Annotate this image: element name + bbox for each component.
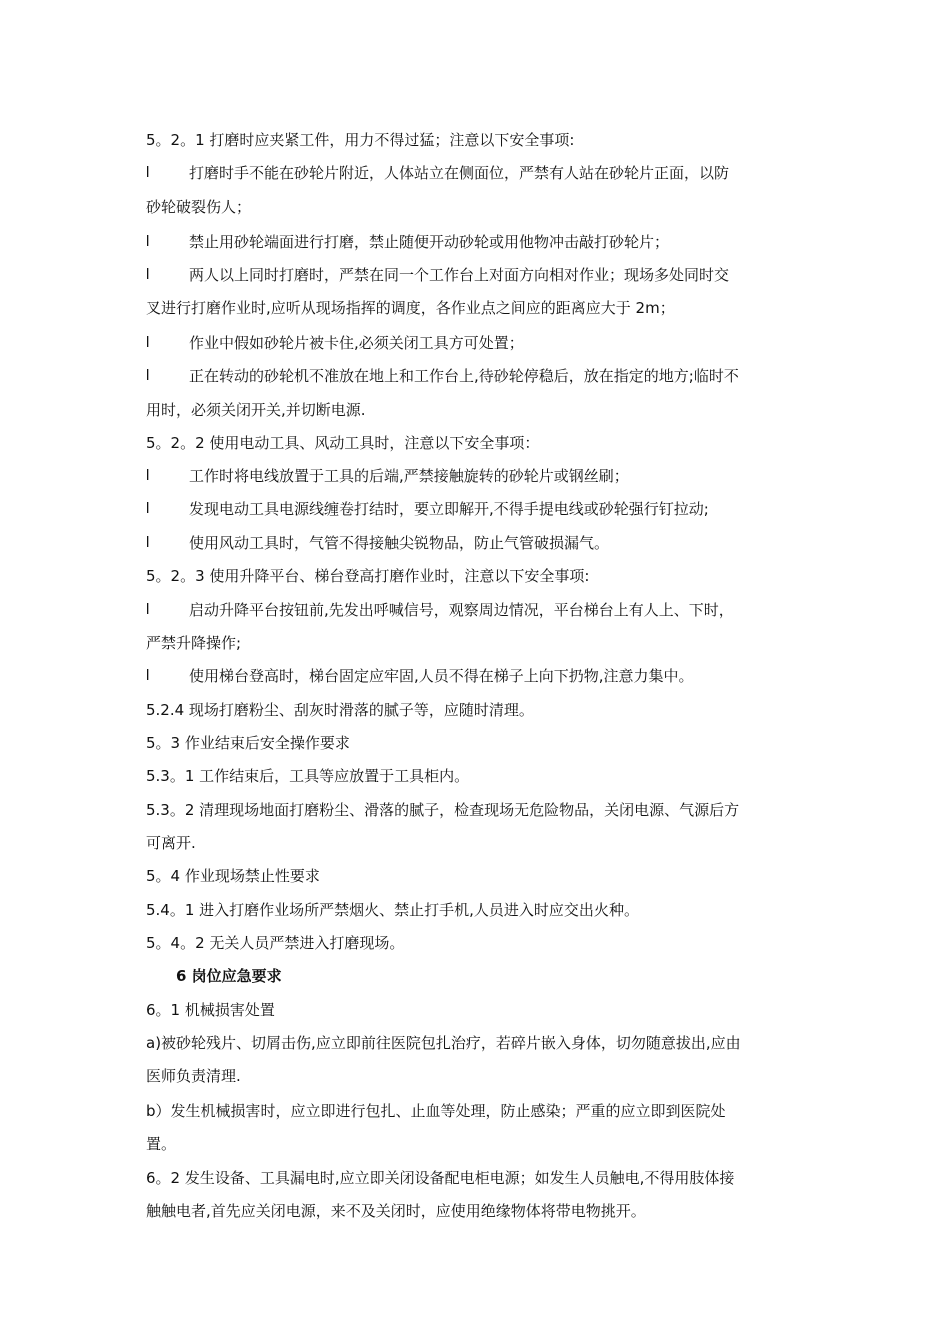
bullet-marker: l [146, 367, 150, 384]
paragraph-line: 5。2。1 打磨时应夹紧工件，用力不得过猛；注意以下安全事项: [146, 131, 575, 149]
paragraph-line: 5。3 作业结束后安全操作要求 [146, 734, 350, 752]
bullet-marker: l [146, 667, 150, 684]
paragraph-line: 5.2.4 现场打磨粉尘、刮灰时滑落的腻子等，应随时清理。 [146, 701, 534, 719]
bullet-text: 启动升降平台按钮前,先发出呼喊信号，观察周边情况，平台梯台上有人上、下时， [189, 601, 734, 619]
paragraph-line: 5.4。1 进入打磨作业场所严禁烟火、禁止打手机,人员进入时应交出火种。 [146, 901, 639, 919]
bullet-marker: l [146, 534, 150, 551]
paragraph-line: 触触电者,首先应关闭电源，来不及关闭时，应使用绝缘物体将带电物挑开。 [146, 1202, 646, 1220]
bullet-text: 发现电动工具电源线缠卷打结时，要立即解开,不得手提电线或砂轮强行钉拉动; [189, 500, 709, 518]
section-heading: 6 岗位应急要求 [176, 967, 282, 985]
paragraph-line: 5。2。3 使用升降平台、梯台登高打磨作业时，注意以下安全事项: [146, 567, 590, 585]
paragraph-line: 医师负责清理. [146, 1067, 241, 1085]
bullet-marker: l [146, 500, 150, 517]
bullet-marker: l [146, 266, 150, 283]
paragraph-line: 5.3。2 清理现场地面打磨粉尘、滑落的腻子，检查现场无危险物品，关闭电源、气源后方 [146, 801, 740, 819]
bullet-marker: l [146, 601, 150, 618]
paragraph-line: 用时，必须关闭开关,并切断电源. [146, 401, 366, 419]
bullet-text: 打磨时手不能在砂轮片附近，人体站立在侧面位，严禁有人站在砂轮片正面，以防 [189, 164, 730, 182]
paragraph-line: 5。4 作业现场禁止性要求 [146, 867, 320, 885]
paragraph-line: 砂轮破裂伤人； [146, 198, 252, 216]
bullet-text: 工作时将电线放置于工具的后端,严禁接触旋转的砂轮片或钢丝刷； [189, 467, 629, 485]
bullet-text: 作业中假如砂轮片被卡住,必须关闭工具方可处置； [189, 334, 524, 352]
paragraph-line: 严禁升降操作; [146, 634, 242, 652]
bullet-marker: l [146, 233, 150, 250]
bullet-marker: l [146, 334, 150, 351]
paragraph-line: 置。 [146, 1135, 177, 1153]
paragraph-line: 5.3。1 工作结束后，工具等应放置于工具柜内。 [146, 767, 470, 785]
bullet-marker: l [146, 164, 150, 181]
paragraph-line: 可离开. [146, 834, 196, 852]
paragraph-line: b）发生机械损害时，应立即进行包扎、止血等处理，防止感染；严重的应立即到医院处 [146, 1102, 726, 1120]
bullet-text: 正在转动的砂轮机不准放在地上和工作台上,待砂轮停稳后，放在指定的地方;临时不 [189, 367, 739, 385]
bullet-text: 使用风动工具时，气管不得接触尖锐物品，防止气管破损漏气。 [189, 534, 610, 552]
paragraph-line: 5。2。2 使用电动工具、风动工具时，注意以下安全事项： [146, 434, 540, 452]
bullet-marker: l [146, 467, 150, 484]
bullet-text: 禁止用砂轮端面进行打磨，禁止随便开动砂轮或用他物冲击敲打砂轮片； [189, 233, 670, 251]
paragraph-line: 叉进行打磨作业时,应听从现场指挥的调度，各作业点之间应的距离应大于 2m； [146, 299, 675, 317]
paragraph-line: 5。4。2 无关人员严禁进入打磨现场。 [146, 934, 405, 952]
paragraph-line: 6。1 机械损害处置 [146, 1001, 275, 1019]
paragraph-line: a)被砂轮残片、切屑击伤,应立即前往医院包扎治疗，若碎片嵌入身体，切勿随意拔出,应由 [146, 1034, 741, 1052]
paragraph-line: 6。2 发生设备、工具漏电时,应立即关闭设备配电柜电源；如发生人员触电,不得用肢体接 [146, 1169, 735, 1187]
bullet-text: 使用梯台登高时，梯台固定应牢固,人员不得在梯子上向下扔物,注意力集中。 [189, 667, 694, 685]
bullet-text: 两人以上同时打磨时，严禁在同一个工作台上对面方向相对作业；现场多处同时交 [189, 266, 730, 284]
